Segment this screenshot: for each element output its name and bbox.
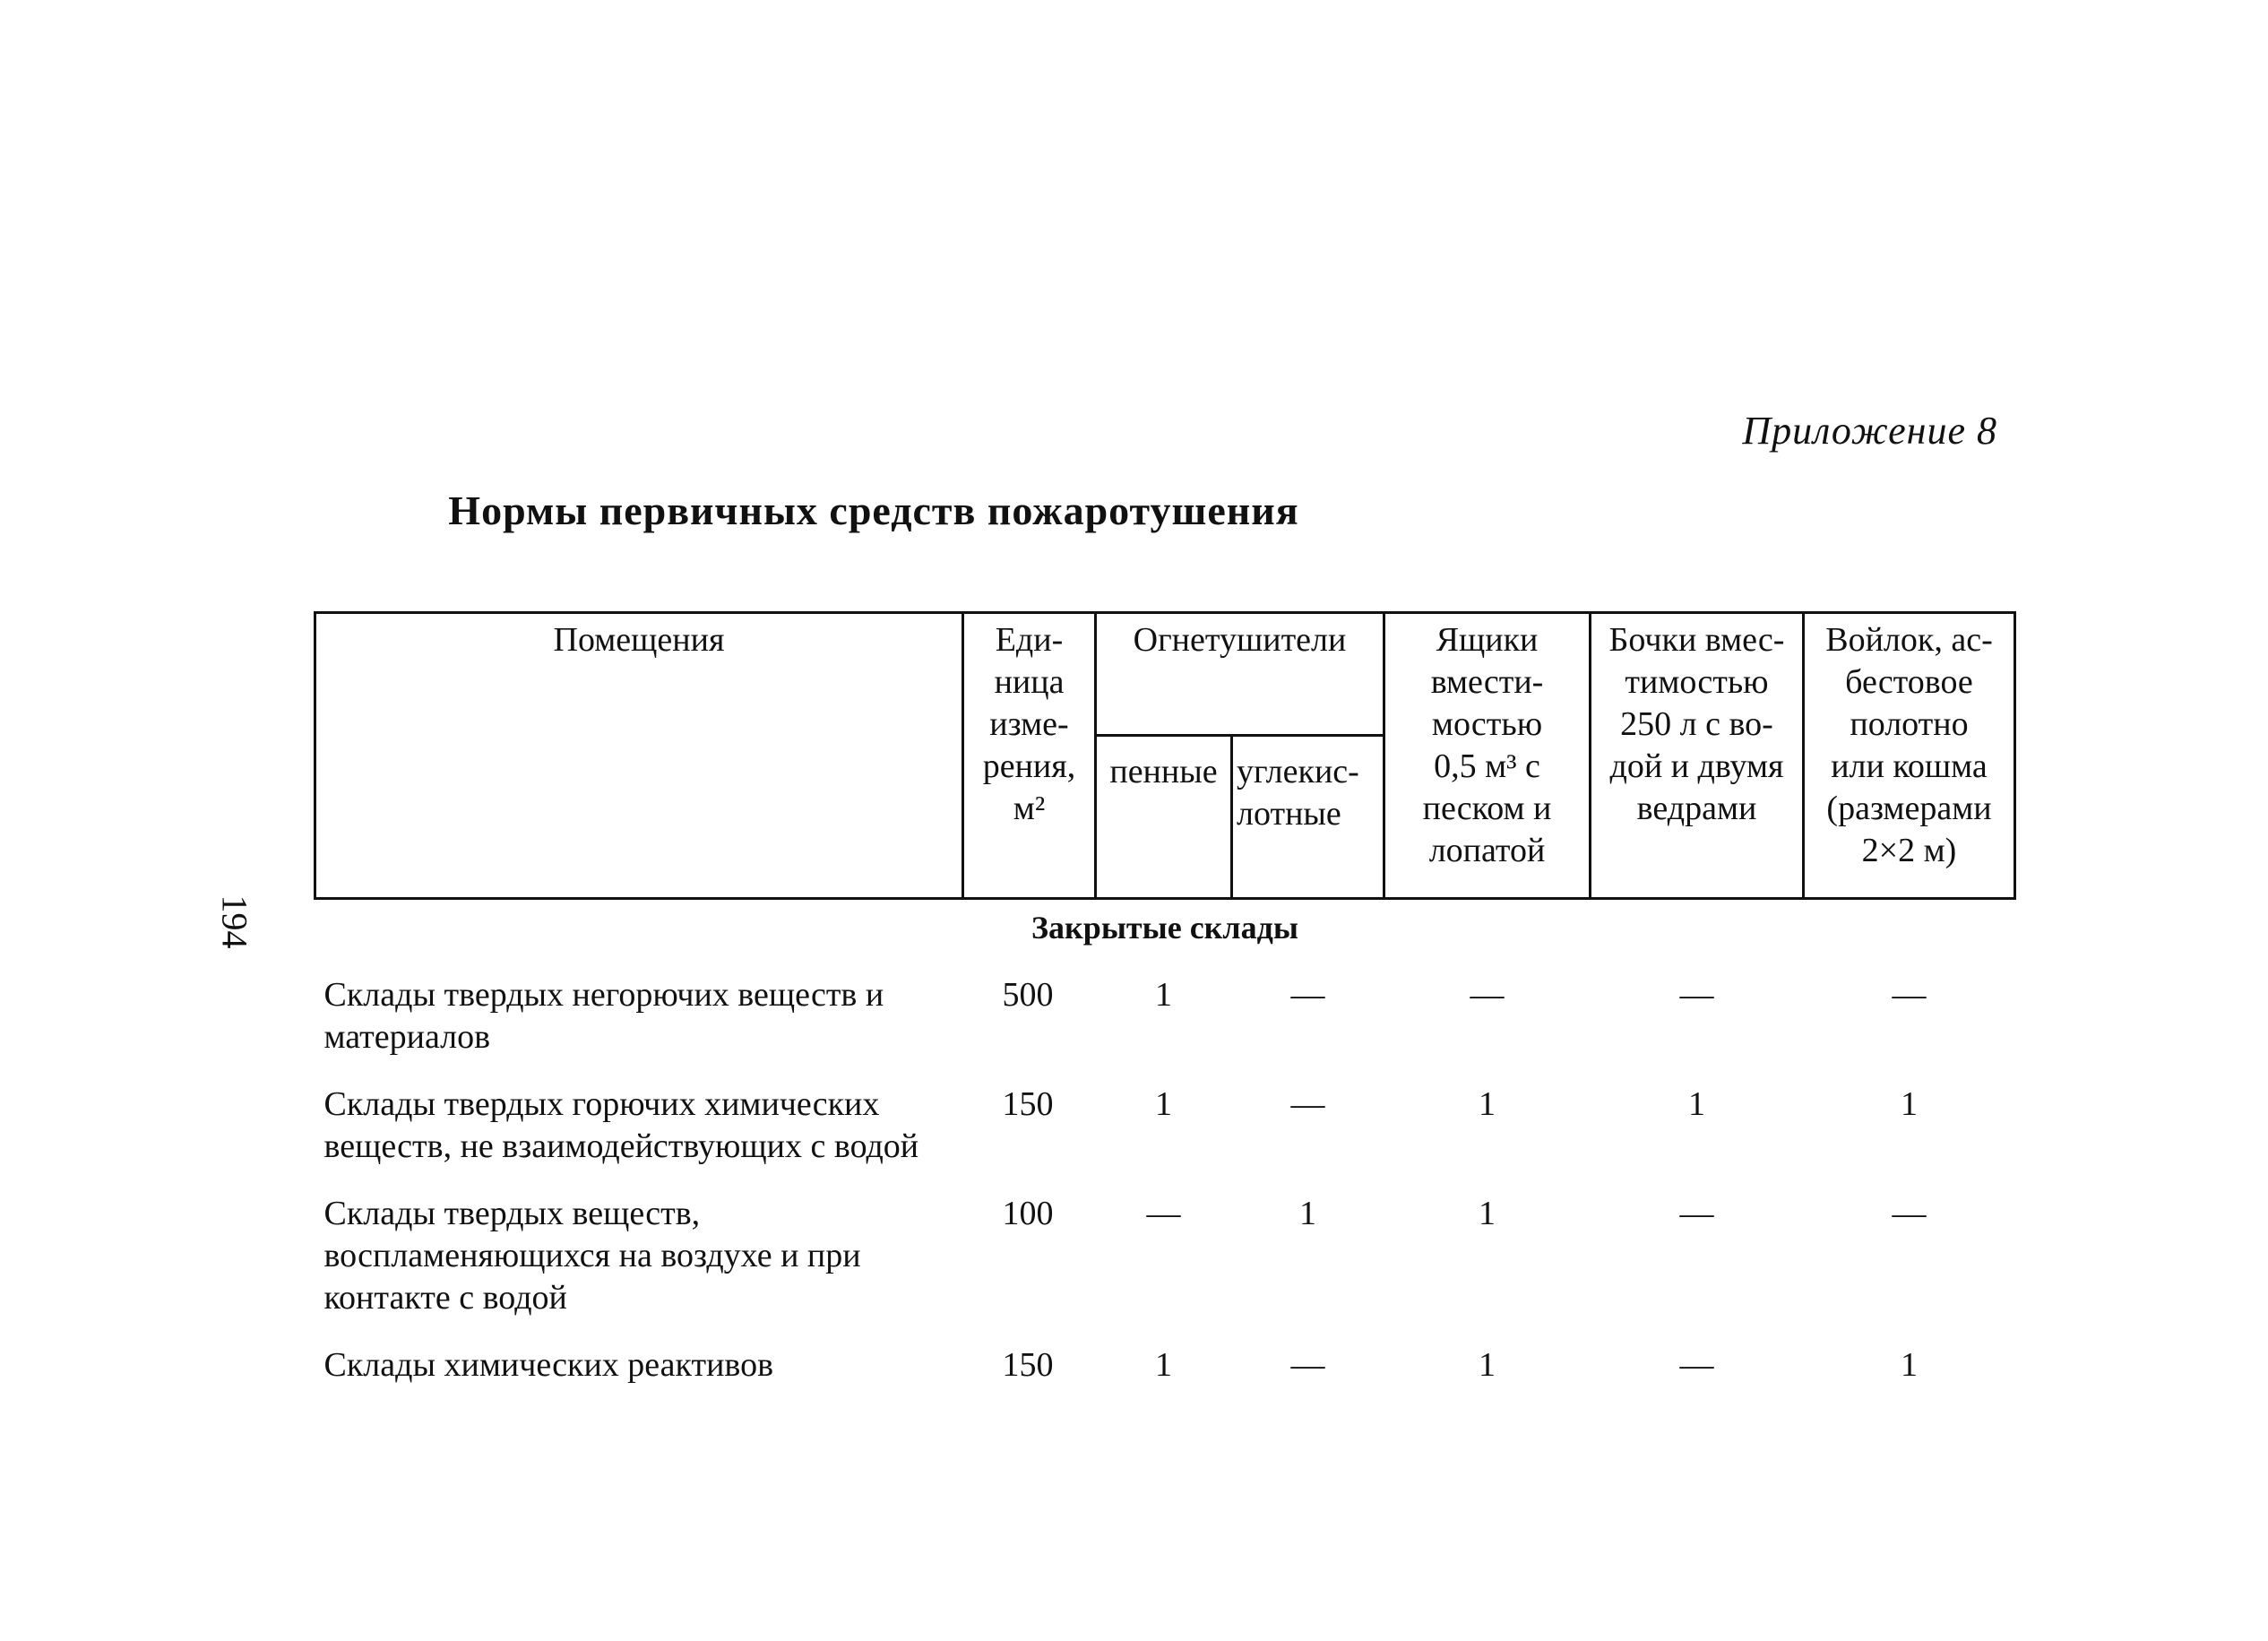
cell-foam: 1	[1155, 1085, 1172, 1123]
table-header	[315, 613, 2015, 899]
cell-name: Склады твердых веществ, воспламеняющихся на воздухе и при контакте с водой	[323, 1195, 861, 1317]
header-sand-boxes	[1384, 613, 1591, 899]
header-water-barrels-text: Бочки вмес- тимостью 250 л с во- дой и двумя ведрами	[1608, 621, 1785, 827]
cell-barrel: 1	[1688, 1085, 1705, 1123]
cell-unit: 150	[1002, 1346, 1054, 1384]
cell-felt: —	[1892, 976, 1927, 1014]
cell-unit: 500	[1002, 976, 1054, 1014]
cell-felt: 1	[1901, 1346, 1918, 1384]
table-row	[315, 1337, 2015, 1404]
cell-felt: —	[1892, 1195, 1927, 1232]
cell-co2: —	[1290, 976, 1325, 1014]
header-extinguishers	[1096, 613, 1384, 736]
header-rooms	[315, 613, 963, 899]
cell-name: Склады химических реактивов	[323, 1346, 774, 1384]
header-unit	[963, 613, 1096, 899]
cell-co2: —	[1290, 1085, 1325, 1123]
table-row	[315, 967, 2015, 1076]
cell-unit: 100	[1002, 1195, 1054, 1232]
cell-co2: —	[1290, 1346, 1325, 1384]
cell-name: Склады твердых негорючих веществ и материалов	[323, 976, 884, 1056]
cell-foam: 1	[1155, 1346, 1172, 1384]
cell-felt: 1	[1901, 1085, 1918, 1123]
section-row	[315, 899, 2015, 968]
header-unit-text: Еди- ница изме- рения, м²	[982, 621, 1076, 827]
header-foam-text: пенные	[1109, 753, 1218, 790]
cell-foam: 1	[1155, 976, 1172, 1014]
cell-sand: 1	[1479, 1085, 1496, 1123]
cell-unit: 150	[1002, 1085, 1054, 1123]
table-row	[315, 1076, 2015, 1186]
cell-sand: 1	[1479, 1195, 1496, 1232]
cell-barrel: —	[1679, 1195, 1714, 1232]
header-felt-text: Войлок, ас- бестовое полотно или кошма (размерами 2×2 м)	[1825, 621, 1993, 869]
cell-barrel: —	[1679, 976, 1714, 1014]
header-water-barrels	[1591, 613, 1804, 899]
header-rooms-text: Помещения	[553, 621, 725, 659]
header-co2	[1232, 736, 1384, 899]
header-foam	[1096, 736, 1232, 899]
header-sand-boxes-text: Ящики вмести- мостью 0,5 м³ с песком и лопатой	[1422, 621, 1552, 869]
header-co2-text: углекис- лотные	[1237, 753, 1359, 833]
appendix-label: Приложение 8	[1742, 409, 1997, 453]
cell-sand: —	[1470, 976, 1505, 1014]
header-extinguishers-text: Огнетушители	[1133, 621, 1347, 659]
section-title: Закрытые склады	[1031, 910, 1298, 946]
cell-foam: —	[1146, 1195, 1181, 1232]
table-row	[315, 1186, 2015, 1337]
page-number: 194	[214, 894, 255, 949]
cell-sand: 1	[1479, 1346, 1496, 1384]
cell-co2: 1	[1299, 1195, 1316, 1232]
cell-barrel: —	[1679, 1346, 1714, 1384]
header-felt	[1804, 613, 2015, 899]
norms-table	[314, 611, 2016, 1404]
cell-name: Склады твердых горючих химических веществ, не взаимодействующих с водой	[323, 1085, 919, 1165]
page-title: Нормы первичных средств пожаротушения	[448, 488, 1299, 533]
